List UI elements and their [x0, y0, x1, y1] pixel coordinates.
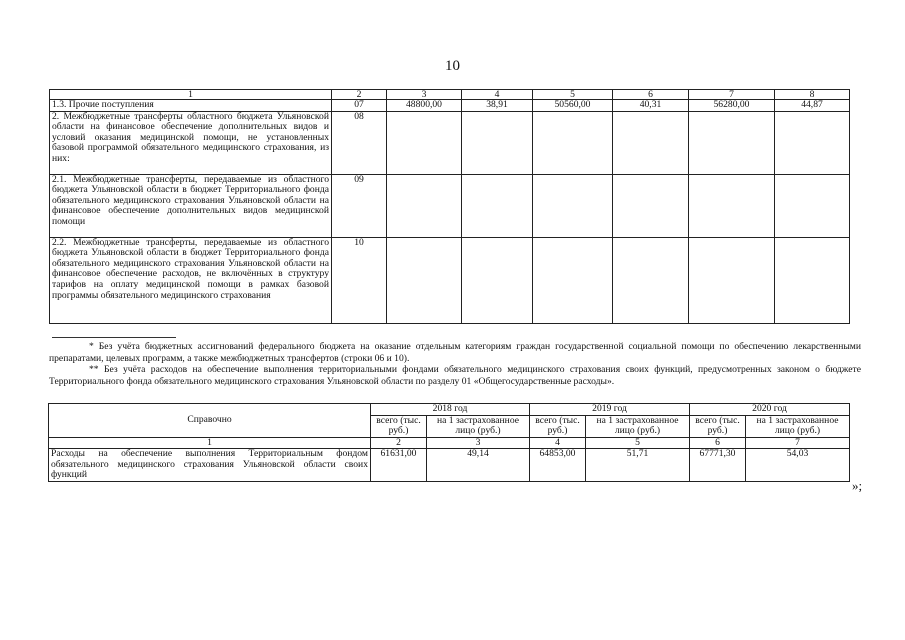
- column-number: 7: [689, 90, 775, 100]
- cell-value: 50560,00: [533, 100, 613, 112]
- subheader-total: всего (тыс. руб.): [371, 415, 427, 437]
- cell-value: [462, 174, 533, 237]
- cell-value: [775, 237, 850, 323]
- column-number: 3: [387, 90, 462, 100]
- row-name: 2.1. Межбюджетные трансферты, передаваемые из областного бюджета Ульяновской области в бюджет Территориального фонда обязательного медицинского страхования Ульяновской области на финансовое обеспечение дополнительных видов медицинской помощи: [50, 174, 332, 237]
- cell-value: [387, 111, 462, 174]
- cell-value: [533, 174, 613, 237]
- year-header: 2018 год: [371, 404, 530, 416]
- table-row: [50, 174, 850, 237]
- cell-value: 48800,00: [387, 100, 462, 112]
- row-code: 09: [332, 174, 387, 237]
- footnotes: [49, 341, 861, 387]
- subheader-total: всего (тыс. руб.): [530, 415, 586, 437]
- summary-year-row: [49, 404, 850, 416]
- column-number: 3: [427, 437, 530, 449]
- closing-quote: »;: [852, 478, 863, 493]
- subheader-total: всего (тыс. руб.): [690, 415, 746, 437]
- summary-table: [48, 403, 850, 482]
- cell-value: [613, 111, 689, 174]
- column-number: 6: [690, 437, 746, 449]
- cell-value: 44,87: [775, 100, 850, 112]
- footnote-1: * Без учёта бюджетных ассигнований федерального бюджета на оказание отдельным категориям граждан государственной социальной помощи по обеспечению лекарственными препаратами, целевых программ, а также межбюджетных трансфертов (строки 06 и 10).: [49, 341, 861, 364]
- cell-value: [613, 237, 689, 323]
- cell-value: [613, 174, 689, 237]
- summary-ref-header: Справочно: [49, 404, 371, 438]
- year-header: 2019 год: [530, 404, 690, 416]
- cell-value: 67771,30: [690, 449, 746, 482]
- cell-value: [775, 174, 850, 237]
- row-name: 2.2. Межбюджетные трансферты, передаваемые из областного бюджета Ульяновской области в бюджет Территориального фонда обязательного медицинского страхования Ульяновской области на финансовое обеспечение расходов, не включённых в структуру тарифов на оплату медицинской помощи в рамках базовой программы обязательного медицинского страхования: [50, 237, 332, 323]
- cell-value: 38,91: [462, 100, 533, 112]
- main-table: [49, 89, 850, 324]
- cell-value: [775, 111, 850, 174]
- table-row: [49, 449, 850, 482]
- cell-value: 64853,00: [530, 449, 586, 482]
- column-number: 4: [462, 90, 533, 100]
- table-row: [50, 237, 850, 323]
- cell-value: [462, 237, 533, 323]
- column-number: 5: [586, 437, 690, 449]
- table-header-row: [50, 90, 850, 100]
- table-row: [50, 111, 850, 174]
- row-code: 08: [332, 111, 387, 174]
- cell-value: [689, 174, 775, 237]
- row-name: 1.3. Прочие поступления: [50, 100, 332, 112]
- column-number: 1: [50, 90, 332, 100]
- page-number: 10: [445, 58, 460, 74]
- cell-value: 56280,00: [689, 100, 775, 112]
- column-number: 6: [613, 90, 689, 100]
- row-code: 07: [332, 100, 387, 112]
- row-name: Расходы на обеспечение выполнения Территориальным фондом обязательного медицинского страхования Ульяновской области своих функций: [49, 449, 371, 482]
- cell-value: [689, 111, 775, 174]
- subheader-per-person: на 1 застрахованное лицо (руб.): [746, 415, 850, 437]
- cell-value: 51,71: [586, 449, 690, 482]
- summary-number-row: [49, 437, 850, 449]
- cell-value: [533, 111, 613, 174]
- cell-value: [689, 237, 775, 323]
- cell-value: [387, 237, 462, 323]
- row-name: 2. Межбюджетные трансферты областного бюджета Ульяновской области на финансовое обеспечение дополнительных видов и условий оказания медицинской помощи, не установленных базовой программой обязательного медицинского страхования, из них:: [50, 111, 332, 174]
- subheader-per-person: на 1 застрахованное лицо (руб.): [586, 415, 690, 437]
- footnote-2: ** Без учёта расходов на обеспечение выполнения территориальными фондами обязательного медицинского страхования своих функций, предусмотренных законом о бюджете Территориального фонда обязательного медицинского страхования Ульяновской области по разделу 01 «Общегосударственные расходы».: [49, 364, 861, 387]
- column-number: 2: [332, 90, 387, 100]
- column-number: 4: [530, 437, 586, 449]
- column-number: 7: [746, 437, 850, 449]
- cell-value: 40,31: [613, 100, 689, 112]
- column-number: 8: [775, 90, 850, 100]
- cell-value: [462, 111, 533, 174]
- cell-value: 61631,00: [371, 449, 427, 482]
- year-header: 2020 год: [690, 404, 850, 416]
- cell-value: [387, 174, 462, 237]
- footnote-divider: [52, 337, 176, 338]
- cell-value: 49,14: [427, 449, 530, 482]
- subheader-per-person: на 1 застрахованное лицо (руб.): [427, 415, 530, 437]
- column-number: 5: [533, 90, 613, 100]
- column-number: 2: [371, 437, 427, 449]
- cell-value: 54,03: [746, 449, 850, 482]
- table-row: [50, 100, 850, 112]
- column-number: 1: [49, 437, 371, 449]
- row-code: 10: [332, 237, 387, 323]
- cell-value: [533, 237, 613, 323]
